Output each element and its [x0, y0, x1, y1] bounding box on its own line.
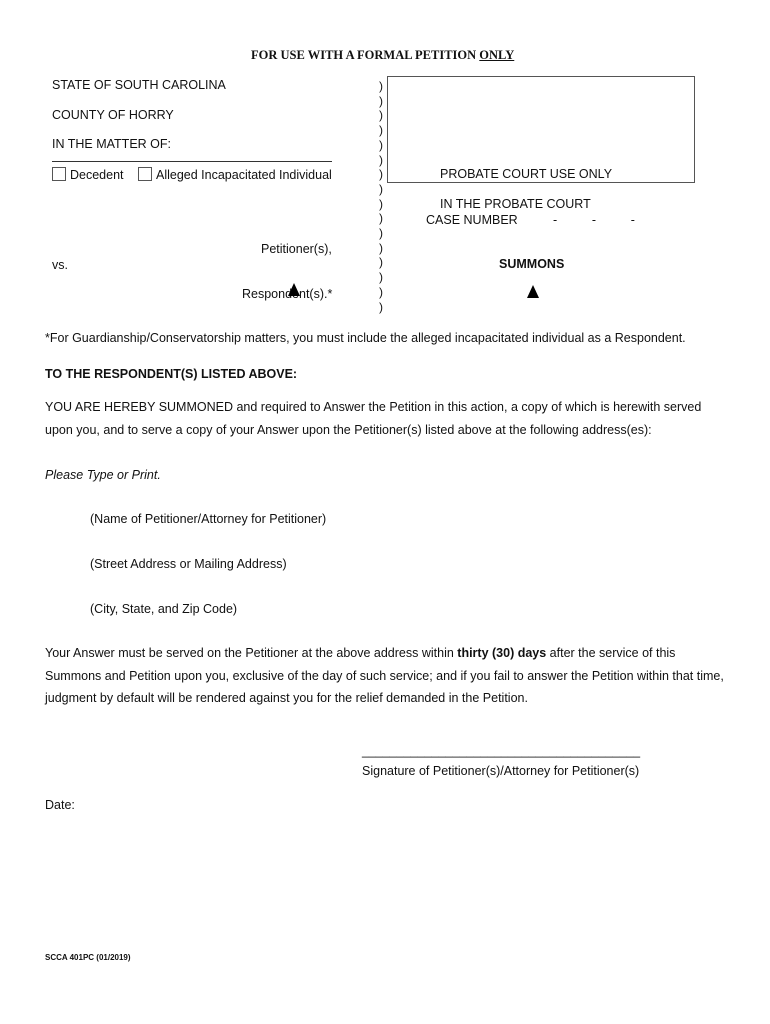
state-label: STATE OF SOUTH CAROLINA [52, 78, 226, 92]
form-id: SCCA 401PC (01/2019) [45, 953, 131, 962]
answer-deadline: thirty (30) days [457, 646, 547, 660]
form-title-main: FOR USE WITH A FORMAL PETITION [251, 48, 480, 62]
signature-label: Signature of Petitioner(s)/Attorney for Petitioner(s) [362, 764, 640, 778]
matter-label: IN THE MATTER OF: [52, 137, 171, 151]
court-use-label: PROBATE COURT USE ONLY [440, 167, 613, 181]
county-label: COUNTY OF HORRY [52, 108, 174, 122]
answer-text-1: Your Answer must be served on the Petitioner at the above address within [45, 646, 458, 660]
answer-text-2: after the service of this Summons and Petition upon you, exclusive of the day of such service; and if you fail to answer the Petition within that time, judgment by default will be rendered against you for the relief demanded in the Petition. [45, 646, 724, 705]
incapacitated-checkbox[interactable] [138, 167, 152, 181]
court-label: IN THE PROBATE COURT [440, 197, 591, 211]
decedent-label: Decedent [70, 168, 124, 182]
street-address-field[interactable]: (Street Address or Mailing Address) [90, 557, 287, 571]
case-number-label: CASE NUMBER [426, 213, 518, 227]
city-state-zip-field[interactable]: (City, State, and Zip Code) [90, 602, 238, 616]
petitioner-label: Petitioner(s), [261, 242, 332, 256]
form-title-only: ONLY [479, 48, 515, 62]
signature-line[interactable]: ________________________________________ [362, 744, 641, 758]
incapacitated-label: Alleged Incapacitated Individual [156, 168, 332, 182]
guardianship-note: *For Guardianship/Conservatorship matters, you must include the alleged incapacitated individual as a Respondent. [45, 331, 686, 345]
petitioner-name-field[interactable]: (Name of Petitioner/Attorney for Petitioner) [90, 512, 327, 526]
summoned-paragraph: YOU ARE HEREBY SUMMONED and required to Answer the Petition in this action, a copy of which is herewith served upon you, and to serve a copy of your Answer upon the Petitioner(s) listed above at the following address(es): [45, 400, 702, 437]
summons-marker-icon [527, 285, 539, 298]
caption-divider: ) ) ) ) ) ) ) ) ) ) ) ) ) ) ) ) [379, 79, 383, 314]
decedent-checkbox[interactable] [52, 167, 66, 181]
type-print-instruction: Please Type or Print. [45, 468, 161, 482]
decedent-option[interactable] [52, 167, 124, 182]
incapacitated-option[interactable] [138, 167, 332, 182]
summons-heading: SUMMONS [499, 257, 565, 271]
case-number-field[interactable]: - - - [553, 213, 635, 227]
matter-name-line [52, 161, 332, 162]
respondent-marker-icon [288, 283, 300, 296]
answer-paragraph [45, 642, 725, 710]
date-label: Date: [45, 798, 75, 812]
to-respondents-heading: TO THE RESPONDENT(S) LISTED ABOVE: [45, 367, 298, 381]
vs-label: vs. [52, 258, 68, 272]
form-title [251, 48, 514, 63]
respondent-label: Respondent(s).* [242, 287, 333, 301]
